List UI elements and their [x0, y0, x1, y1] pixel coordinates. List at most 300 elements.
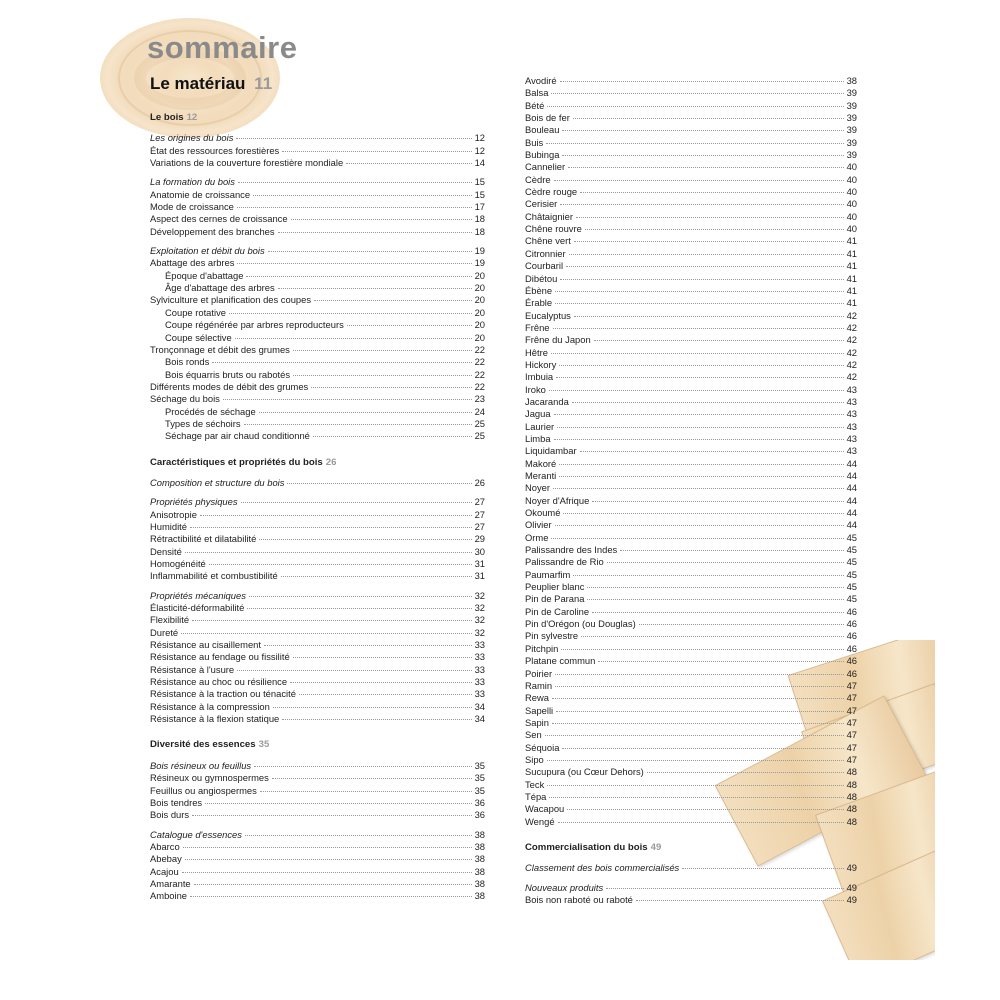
toc-entry [150, 639, 485, 651]
toc-entry [525, 655, 857, 667]
toc-entry [525, 310, 857, 322]
dot-leader [555, 291, 843, 292]
toc-entry-label: Iroko [525, 383, 546, 395]
toc-entry [525, 742, 857, 754]
toc-entry [525, 618, 857, 630]
toc-entry-page: 49 [846, 862, 857, 874]
part-page: 11 [254, 74, 273, 93]
toc-entry-label: Pin de Caroline [525, 605, 590, 617]
toc-entry-page: 30 [474, 545, 485, 557]
toc-entry [150, 602, 485, 614]
toc-entry [525, 137, 857, 149]
toc-entry-label: Noyer [525, 482, 551, 494]
toc-entry-page: 27 [474, 520, 485, 532]
toc-entry-page: 45 [846, 531, 857, 543]
toc-entry-page: 33 [474, 676, 485, 688]
dot-leader [553, 328, 844, 329]
toc-entry-label: Pin de Parana [525, 593, 585, 605]
toc-entry-page: 34 [474, 713, 485, 725]
dot-leader [555, 303, 843, 304]
toc-entry-label: Olivier [525, 519, 552, 531]
dot-leader [549, 797, 843, 798]
dot-leader [247, 608, 471, 609]
dot-leader [559, 464, 843, 465]
toc-entry-label: Palissandre de Rio [525, 556, 604, 568]
section-heading [150, 112, 485, 124]
section-heading-label: Diversité des essences [150, 739, 256, 751]
toc-entry [525, 705, 857, 717]
toc-entry [525, 371, 857, 383]
dot-leader [592, 612, 843, 613]
dot-leader [574, 241, 844, 242]
toc-entry-label: Poirier [525, 667, 553, 679]
dot-leader [282, 719, 471, 720]
toc-entry-page: 39 [846, 136, 857, 148]
dot-leader [620, 550, 843, 551]
toc-entry [525, 606, 857, 618]
toc-entry-label: Rewa [525, 692, 549, 704]
toc-entry-page: 24 [474, 405, 485, 417]
dot-leader [238, 182, 472, 183]
toc-entry [150, 344, 485, 356]
toc-entry-label: Sucupura (ou Cœur Dehors) [525, 766, 644, 778]
toc-entry-label: Bois durs [150, 809, 190, 821]
dot-leader [291, 219, 472, 220]
toc-entry-label: Amboine [150, 890, 188, 902]
dot-leader [235, 338, 472, 339]
section-heading [525, 842, 857, 854]
toc-entry-page: 47 [846, 741, 857, 753]
toc-entry [525, 235, 857, 247]
toc-entry-label: Dureté [150, 626, 179, 638]
toc-entry [525, 297, 857, 309]
toc-entry [525, 754, 857, 766]
toc-entry-label: Ramin [525, 679, 553, 691]
toc-entry-page: 44 [846, 494, 857, 506]
toc-entry-label: Sapin [525, 716, 549, 728]
dot-leader [259, 412, 472, 413]
toc-entry-page: 43 [846, 420, 857, 432]
toc-entry-page: 44 [846, 457, 857, 469]
toc-entry-label: Bois ronds [165, 356, 210, 368]
toc-entry-page: 45 [846, 581, 857, 593]
dot-leader [200, 515, 472, 516]
page-title: sommaire [147, 30, 298, 65]
dot-leader [347, 325, 472, 326]
toc-entry-label: Jagua [525, 408, 551, 420]
toc-entry-page: 20 [474, 331, 485, 343]
toc-entry-label: Propriétés mécaniques [150, 589, 246, 601]
toc-entry-label: Avodiré [525, 75, 557, 86]
toc-entry-label: Dibétou [525, 272, 558, 284]
toc-entry-label: Catalogue d'essences [150, 828, 242, 840]
toc-right-column [525, 75, 857, 906]
toc-entry-page: 46 [846, 667, 857, 679]
toc-entry [150, 558, 485, 570]
toc-entry-label: Eucalyptus [525, 309, 571, 321]
dot-leader [299, 694, 472, 695]
toc-entry-page: 41 [846, 284, 857, 296]
toc-entry-label: Bois tendres [150, 796, 203, 808]
toc-entry [150, 319, 485, 331]
toc-entry-page: 22 [474, 356, 485, 368]
toc-entry-page: 39 [846, 112, 857, 124]
dot-leader [567, 809, 843, 810]
toc-entry [525, 458, 857, 470]
toc-entry-page: 15 [474, 188, 485, 200]
dot-leader [546, 143, 843, 144]
toc-entry-label: Teck [525, 778, 545, 790]
toc-entry [525, 692, 857, 704]
toc-entry [150, 406, 485, 418]
part-heading [150, 74, 272, 94]
toc-entry-label: Buis [525, 136, 544, 148]
toc-entry [150, 332, 485, 344]
toc-entry [150, 688, 485, 700]
dot-leader [573, 575, 843, 576]
toc-entry-label: Cèdre rouge [525, 186, 578, 198]
toc-entry-page: 41 [846, 247, 857, 259]
section-heading-page: 26 [325, 456, 337, 468]
toc-entry-label: Bois équarris bruts ou rabotés [165, 368, 291, 380]
dot-leader [293, 375, 471, 376]
dot-leader [182, 872, 472, 873]
toc-entry-label: La formation du bois [150, 176, 235, 188]
dot-leader [555, 674, 843, 675]
dot-leader [259, 539, 471, 540]
dot-leader [253, 195, 472, 196]
toc-entry-label: Coupe régénérée par arbres reproducteurs [165, 319, 344, 331]
toc-entry [525, 161, 857, 173]
toc-entry-page: 45 [846, 556, 857, 568]
toc-entry-page: 23 [474, 393, 485, 405]
toc-entry [150, 614, 485, 626]
toc-entry-page: 34 [474, 700, 485, 712]
dot-leader [293, 657, 472, 658]
dot-leader [556, 377, 843, 378]
toc-entry-label: État des ressources forestières [150, 144, 280, 156]
toc-entry-label: Homogénéité [150, 558, 206, 569]
toc-entry-label: Platane commun [525, 655, 596, 667]
dot-leader [551, 353, 844, 354]
toc-entry-page: 22 [474, 368, 485, 380]
dot-leader [314, 300, 472, 301]
dot-leader [236, 138, 471, 139]
toc-entry-page: 19 [474, 257, 485, 269]
dot-leader [559, 476, 843, 477]
toc-entry [525, 124, 857, 136]
toc-entry-page: 38 [474, 840, 485, 852]
toc-entry-label: Élasticité-déformabilité [150, 602, 245, 614]
toc-entry-page: 20 [474, 306, 485, 318]
toc-entry-label: Variations de la couverture forestière mondiale [150, 157, 344, 169]
toc-entry-page: 41 [846, 260, 857, 272]
dot-leader [592, 501, 843, 502]
dot-leader [561, 649, 843, 650]
toc-entry [150, 257, 485, 269]
toc-entry-label: Pin sylvestre [525, 630, 579, 642]
toc-entry [150, 809, 485, 821]
toc-entry-page: 32 [474, 626, 485, 638]
toc-entry-label: Citronnier [525, 247, 566, 259]
toc-entry-label: Séchage par air chaud conditionné [165, 430, 310, 442]
toc-entry-page: 38 [846, 75, 857, 86]
toc-entry [150, 713, 485, 725]
dot-leader [190, 527, 472, 528]
toc-entry-label: Âge d'abattage des arbres [165, 282, 275, 294]
toc-entry-label: Balsa [525, 87, 549, 99]
toc-entry-page: 43 [846, 445, 857, 457]
toc-entry-label: Coupe sélective [165, 331, 232, 343]
dot-leader [287, 483, 471, 484]
toc-entry [150, 509, 485, 521]
toc-entry-page: 47 [846, 716, 857, 728]
toc-entry [150, 841, 485, 853]
toc-entry-page: 42 [846, 334, 857, 346]
toc-entry [525, 87, 857, 99]
toc-entry-label: Résineux ou gymnospermes [150, 772, 269, 784]
toc-entry-page: 46 [846, 630, 857, 642]
toc-entry-label: Sen [525, 729, 542, 741]
toc-entry [150, 664, 485, 676]
dot-leader [237, 207, 472, 208]
section-heading-page: 35 [258, 739, 270, 751]
toc-entry-label: Érable [525, 297, 553, 309]
toc-entry [150, 651, 485, 663]
toc-entry [525, 668, 857, 680]
toc-entry [525, 359, 857, 371]
toc-entry-label: Résistance au choc ou résilience [150, 676, 288, 688]
dot-leader [574, 316, 844, 317]
toc-entry-label: Résistance à la traction ou ténacité [150, 688, 296, 700]
dot-leader [223, 399, 472, 400]
toc-entry-label: Paumarfim [525, 568, 571, 580]
toc-entry-page: 42 [846, 358, 857, 370]
toc-entry [525, 894, 857, 906]
toc-entry-page: 40 [846, 198, 857, 210]
toc-entry [525, 882, 857, 894]
dot-leader [547, 785, 843, 786]
toc-entry [525, 569, 857, 581]
toc-entry [150, 381, 485, 393]
dot-leader [563, 513, 843, 514]
toc-entry [150, 201, 485, 213]
toc-entry-label: Tépa [525, 790, 547, 802]
toc-entry-page: 39 [846, 99, 857, 111]
dot-leader [552, 723, 844, 724]
toc-entry-label: Classement des bois commercialisés [525, 862, 680, 874]
dot-leader [594, 340, 844, 341]
dot-leader [181, 633, 471, 634]
toc-entry [525, 260, 857, 272]
dot-leader [554, 414, 844, 415]
toc-entry-label: Orme [525, 531, 549, 543]
toc-entry [150, 570, 485, 582]
toc-entry [150, 213, 485, 225]
toc-entry [525, 445, 857, 457]
toc-entry-page: 40 [846, 210, 857, 222]
toc-entry-page: 38 [474, 865, 485, 877]
toc-entry [150, 189, 485, 201]
section-heading-page: 49 [650, 841, 662, 853]
toc-entry-page: 12 [474, 132, 485, 144]
section-heading-label: Commercialisation du bois [525, 841, 648, 853]
toc-entry-label: Bois résineux ou feuillus [150, 759, 252, 771]
dot-leader [606, 888, 843, 889]
toc-entry-page: 41 [846, 235, 857, 247]
dot-leader [229, 313, 472, 314]
toc-entry-label: Développement des branches [150, 225, 275, 237]
toc-entry-label: Types de séchoirs [165, 417, 241, 429]
toc-entry-page: 26 [474, 476, 485, 488]
toc-entry-page: 33 [474, 639, 485, 651]
toc-entry-label: Frêne du Japon [525, 334, 591, 346]
toc-entry [525, 482, 857, 494]
toc-entry-page: 42 [846, 321, 857, 333]
toc-entry [525, 779, 857, 791]
toc-entry [525, 248, 857, 260]
toc-entry [150, 829, 485, 841]
toc-entry [150, 853, 485, 865]
toc-entry-label: Cannelier [525, 161, 566, 173]
toc-entry-label: Frêne [525, 321, 550, 333]
section-heading-label: Le bois [150, 112, 184, 123]
toc-entry [150, 157, 485, 169]
toc-entry [525, 75, 857, 87]
toc-entry [150, 282, 485, 294]
toc-entry-label: Les origines du bois [150, 132, 234, 144]
toc-entry [525, 100, 857, 112]
dot-leader [278, 288, 472, 289]
toc-entry [525, 862, 857, 874]
toc-entry-label: Séquoia [525, 741, 560, 753]
toc-entry-page: 48 [846, 815, 857, 827]
toc-entry-page: 42 [846, 371, 857, 383]
toc-entry-label: Mode de croissance [150, 201, 234, 213]
toc-entry-page: 48 [846, 766, 857, 778]
toc-entry-page: 27 [474, 496, 485, 508]
toc-entry-label: Nouveaux produits [525, 881, 604, 893]
toc-entry-page: 39 [846, 124, 857, 136]
toc-entry-page: 40 [846, 161, 857, 173]
toc-entry [525, 816, 857, 828]
toc-entry-page: 44 [846, 482, 857, 494]
toc-entry [150, 878, 485, 890]
toc-entry [525, 347, 857, 359]
toc-entry [525, 223, 857, 235]
toc-entry [525, 495, 857, 507]
toc-entry-page: 36 [474, 809, 485, 821]
dot-leader [553, 488, 844, 489]
toc-entry-label: Inflammabilité et combustibilité [150, 570, 278, 582]
toc-entry [150, 797, 485, 809]
toc-entry [525, 421, 857, 433]
toc-entry-page: 49 [846, 881, 857, 893]
toc-entry-label: Bété [525, 99, 545, 111]
dot-leader [282, 151, 471, 152]
toc-entry [525, 507, 857, 519]
dot-leader [560, 204, 843, 205]
toc-entry-page: 25 [474, 430, 485, 442]
toc-entry-page: 32 [474, 614, 485, 626]
toc-entry-label: Tronçonnage et débit des grumes [150, 343, 290, 355]
toc-entry [150, 393, 485, 405]
toc-entry-page: 43 [846, 383, 857, 395]
section-heading-label: Caractéristiques et propriétés du bois [150, 456, 323, 468]
dot-leader [260, 791, 472, 792]
dot-leader [192, 620, 471, 621]
toc-entry-label: Okoumé [525, 507, 561, 519]
dot-leader [580, 451, 844, 452]
toc-entry-label: Coupe rotative [165, 306, 226, 318]
toc-entry [525, 803, 857, 815]
toc-entry [525, 766, 857, 778]
toc-entry-label: Wacapou [525, 803, 565, 815]
dot-leader [183, 847, 472, 848]
toc-entry [150, 533, 485, 545]
toc-entry-page: 33 [474, 688, 485, 700]
toc-entry-label: Pin d'Orégon (ou Douglas) [525, 618, 636, 630]
toc-entry-page: 38 [474, 877, 485, 889]
section-heading-page: 12 [186, 112, 198, 123]
dot-leader [264, 645, 472, 646]
toc-entry [150, 132, 485, 144]
toc-entry-label: Résistance au cisaillement [150, 639, 261, 651]
toc-entry-page: 35 [474, 772, 485, 784]
dot-leader [190, 896, 472, 897]
toc-entry-page: 46 [846, 605, 857, 617]
dot-leader [560, 81, 844, 82]
dot-leader [254, 766, 471, 767]
toc-entry-page: 27 [474, 508, 485, 520]
toc-entry-page: 33 [474, 651, 485, 663]
dot-leader [568, 167, 843, 168]
toc-entry [525, 593, 857, 605]
toc-entry-label: Palissandre des Indes [525, 544, 618, 556]
toc-entry [150, 245, 485, 257]
toc-entry [150, 772, 485, 784]
dot-leader [209, 564, 472, 565]
toc-entry [525, 273, 857, 285]
toc-entry-label: Acajou [150, 865, 179, 877]
toc-entry-page: 17 [474, 201, 485, 213]
toc-entry [525, 532, 857, 544]
toc-entry [525, 717, 857, 729]
toc-entry-page: 31 [474, 558, 485, 569]
toc-entry-label: Résistance à l'usure [150, 663, 235, 675]
toc-entry-page: 12 [474, 144, 485, 156]
toc-entry-label: Liquidambar [525, 445, 577, 457]
toc-entry-page: 38 [474, 890, 485, 902]
dot-leader [547, 106, 843, 107]
toc-entry [525, 285, 857, 297]
toc-entry-page: 36 [474, 796, 485, 808]
toc-entry-page: 20 [474, 282, 485, 294]
toc-entry-page: 40 [846, 173, 857, 185]
dot-leader [552, 698, 844, 699]
toc-entry [525, 198, 857, 210]
dot-leader [557, 427, 843, 428]
toc-entry-label: Abebay [150, 853, 182, 865]
toc-entry-page: 32 [474, 589, 485, 601]
dot-leader [249, 596, 472, 597]
toc-entry-label: Époque d'abattage [165, 269, 244, 281]
toc-entry [150, 760, 485, 772]
dot-leader [547, 760, 844, 761]
dot-leader [272, 778, 472, 779]
dot-leader [192, 815, 471, 816]
toc-entry-label: Procédés de séchage [165, 405, 256, 417]
